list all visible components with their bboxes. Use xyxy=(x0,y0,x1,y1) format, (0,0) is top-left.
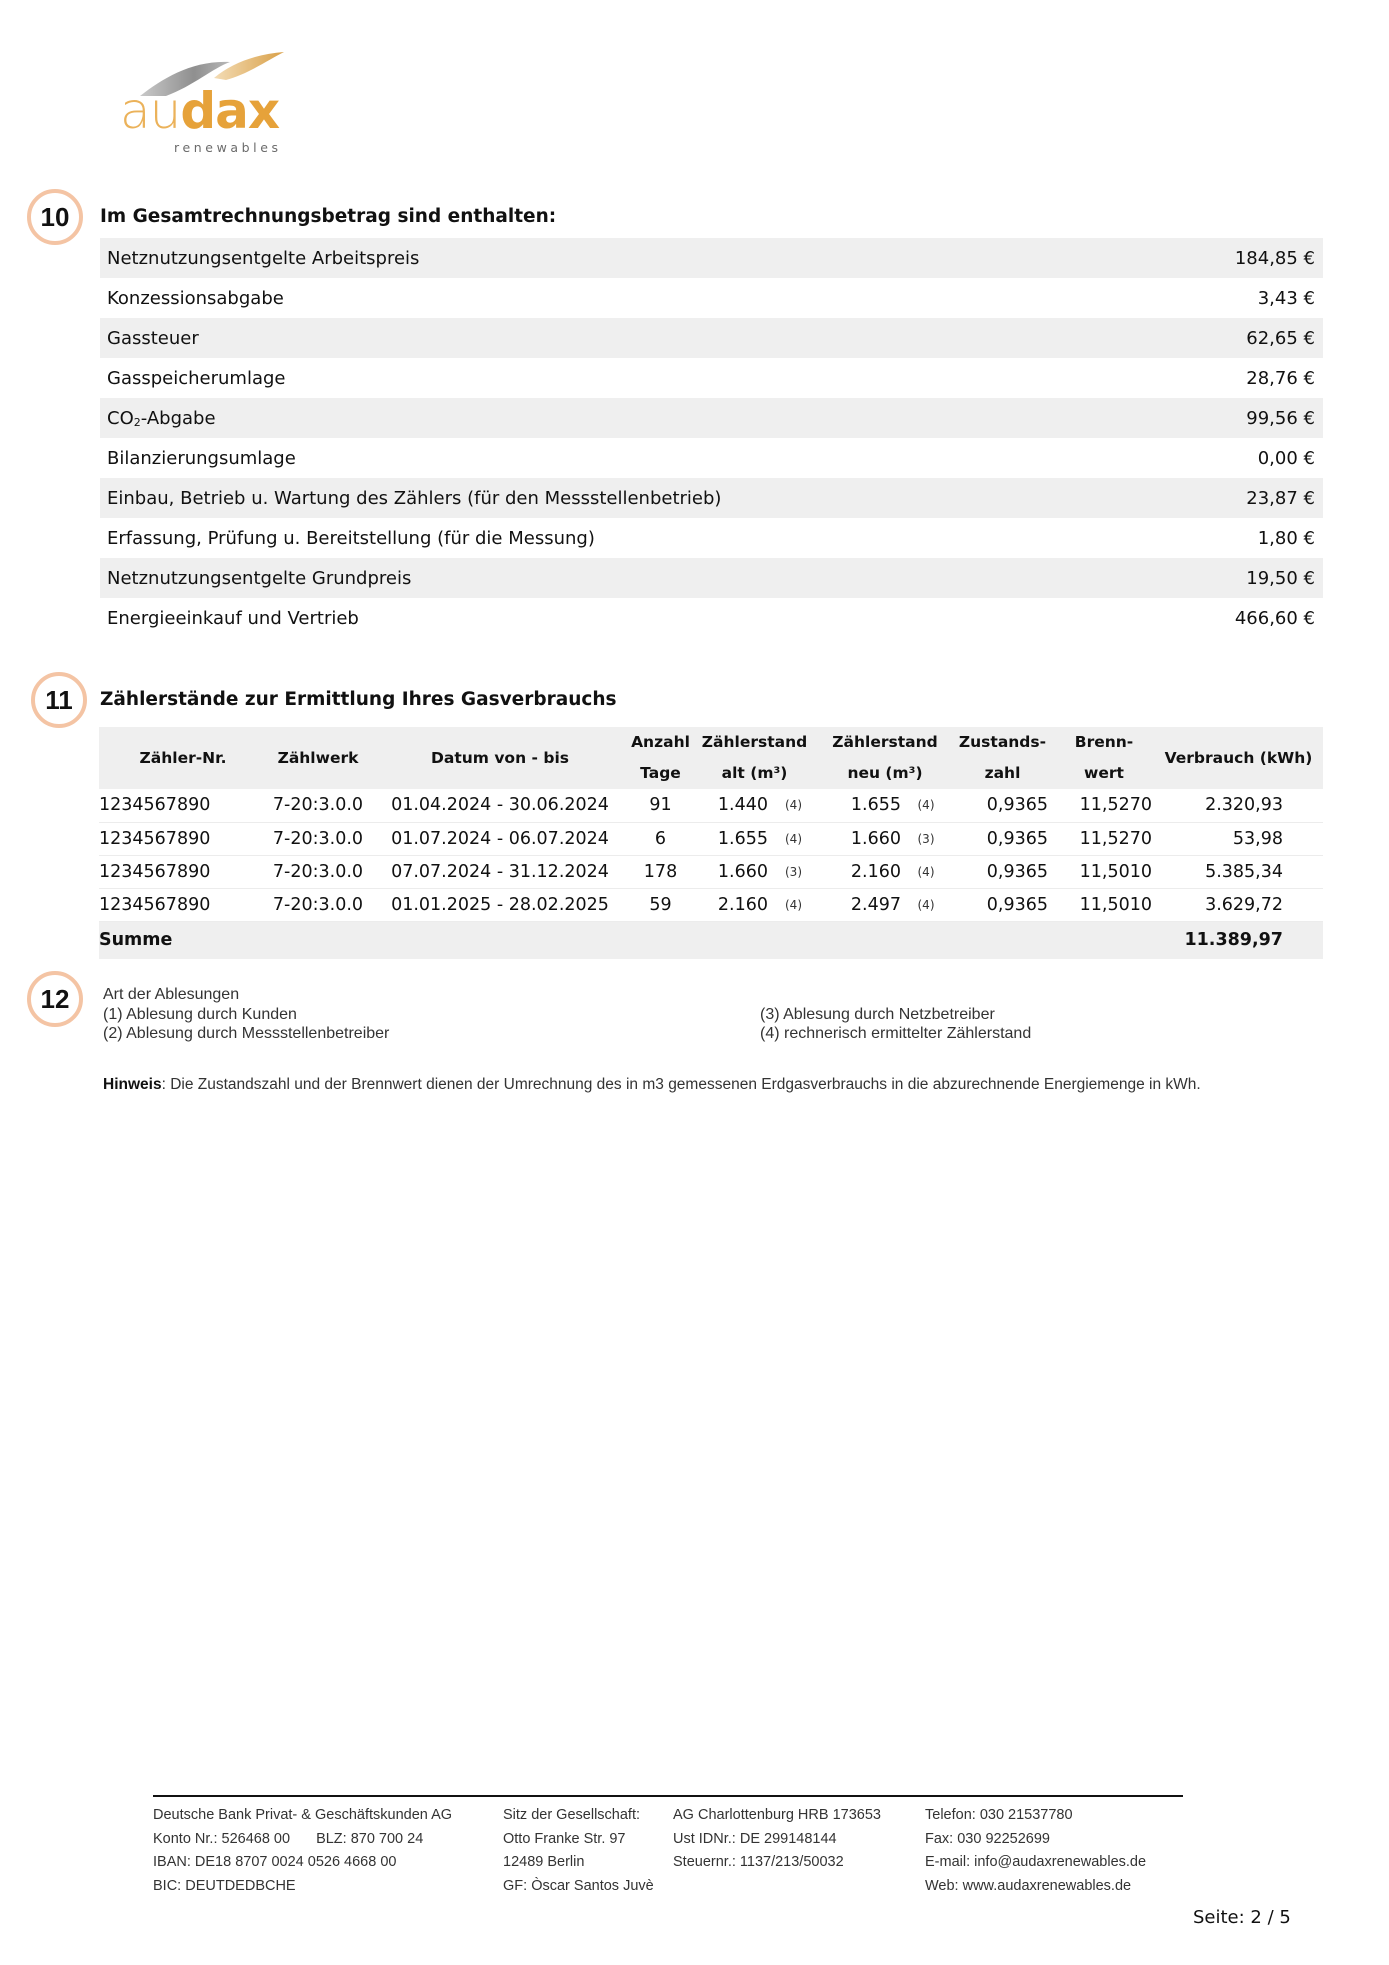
header-register: Zählwerk xyxy=(267,727,369,789)
footer-contact-info xyxy=(925,1804,1146,1898)
header-reading-old: Zählerstand alt (m³) xyxy=(690,727,819,789)
cost-label: Gassteuer xyxy=(107,327,199,349)
table-row: 1234567890 7-20:3.0.0 07.07.2024 - 31.12.2024 178 1.660 (3) 2.160 (4) 0,9365 11,5010 5.385,34 xyxy=(99,855,1323,888)
logo-tagline: renewables xyxy=(174,140,282,155)
cost-label: Gasspeicherumlage xyxy=(107,367,286,389)
table-row: 1234567890 7-20:3.0.0 01.04.2024 - 30.06.2024 91 1.440 (4) 1.655 (4) 0,9365 11,5270 2.320,93 xyxy=(99,789,1323,822)
cost-label: Konzessionsabgabe xyxy=(107,287,284,309)
header-days: Anzahl Tage xyxy=(631,727,690,789)
hint-text: : Die Zustandszahl und der Brennwert dienen der Umrechnung des in m3 gemessenen Erdgasverbrauchs in die abzurechnende Energiemenge in kWh. xyxy=(161,1076,1201,1093)
cost-label: Bilanzierungsumlage xyxy=(107,447,296,469)
cost-label: Erfassung, Prüfung u. Bereitstellung (für die Messung) xyxy=(107,527,595,549)
cost-amount: 184,85 € xyxy=(1234,247,1315,269)
footer-bank-info: Deutsche Bank Privat- & Geschäftskunden AG Konto Nr.: 526468 00 BLZ: 870 700 24 IBAN: DE18 8707 0024 0526 4668 00 BIC: DEUTDEDBCHE xyxy=(153,1807,453,1894)
header-z-number: Zustands- zahl xyxy=(951,727,1054,789)
page-number: Seite: 2 / 5 xyxy=(1193,1907,1291,1928)
cost-row xyxy=(100,518,1323,558)
reading-types-legend-left xyxy=(103,985,389,1044)
legend-item: (3) Ablesung durch Netzbetreiber xyxy=(760,1005,995,1023)
cost-row xyxy=(100,558,1323,598)
header-meter-no: Zähler-Nr. xyxy=(99,727,267,789)
sum-label: Summe xyxy=(99,921,631,959)
cost-amount: 466,60 € xyxy=(1234,607,1315,629)
cost-label: Netznutzungsentgelte Arbeitspreis xyxy=(107,247,420,269)
cost-row xyxy=(100,598,1323,638)
header-calorific-value: Brenn- wert xyxy=(1054,727,1154,789)
cost-amount: 23,87 € xyxy=(1246,487,1315,509)
section-title: Im Gesamtrechnungsbetrag sind enthalten: xyxy=(100,206,557,227)
cost-row xyxy=(100,358,1323,398)
cost-amount: 62,65 € xyxy=(1246,327,1315,349)
footer-web[interactable]: Web: www.audaxrenewables.de xyxy=(925,1877,1132,1894)
logo-wordmark: audax xyxy=(120,82,280,140)
cost-row xyxy=(100,398,1323,438)
cost-label: Einbau, Betrieb u. Wartung des Zählers (für den Messstellenbetrieb) xyxy=(107,487,722,509)
footer-email[interactable]: E-mail: info@audaxrenewables.de xyxy=(925,1854,1147,1870)
header-reading-new: Zählerstand neu (m³) xyxy=(819,727,951,789)
section-number-badge: 12 xyxy=(27,971,83,1027)
cost-label: CO2-Abgabe xyxy=(107,407,216,429)
cost-row xyxy=(100,278,1323,318)
legend-heading: Art der Ablesungen xyxy=(103,986,240,1003)
cost-row xyxy=(100,238,1323,278)
sum-row xyxy=(99,921,1323,959)
legend-item: (4) rechnerisch ermittelter Zählerstand xyxy=(760,1025,1032,1042)
cost-breakdown-table xyxy=(100,238,1323,638)
legend-item: (1) Ablesung durch Kunden xyxy=(103,1005,297,1023)
cost-row xyxy=(100,478,1323,518)
cost-amount: 99,56 € xyxy=(1246,407,1315,429)
hint-note xyxy=(103,1075,1303,1095)
footer-phone: Telefon: 030 21537780 xyxy=(925,1807,1073,1823)
footer-company-seat: Sitz der Gesellschaft: Otto Franke Str. 97 12489 Berlin GF: Òscar Santos Juvè xyxy=(503,1807,654,1894)
meter-readings-table xyxy=(99,727,1323,959)
cost-amount: 3,43 € xyxy=(1257,287,1315,309)
sum-value: 11.389,97 xyxy=(1154,921,1323,959)
table-row: 1234567890 7-20:3.0.0 01.07.2024 - 06.07.2024 6 1.655 (4) 1.660 (3) 0,9365 11,5270 53,98 xyxy=(99,822,1323,855)
cost-row xyxy=(100,438,1323,478)
company-logo xyxy=(118,48,298,158)
hint-label: Hinweis xyxy=(103,1076,162,1093)
reading-types-legend-right xyxy=(760,1005,1031,1044)
footer-fax: Fax: 030 92252699 xyxy=(925,1830,1050,1847)
header-period: Datum von - bis xyxy=(369,727,631,789)
cost-amount: 28,76 € xyxy=(1246,367,1315,389)
cost-amount: 1,80 € xyxy=(1257,527,1315,549)
section-title: Zählerstände zur Ermittlung Ihres Gasverbrauchs xyxy=(100,689,617,710)
section-number-badge: 10 xyxy=(27,189,83,245)
footer-divider xyxy=(153,1795,1183,1797)
cost-label: Netznutzungsentgelte Grundpreis xyxy=(107,567,412,589)
header-consumption: Verbrauch (kWh) xyxy=(1154,727,1323,789)
cost-label: Energieeinkauf und Vertrieb xyxy=(107,607,359,629)
cost-row xyxy=(100,318,1323,358)
legend-item: (2) Ablesung durch Messstellenbetreiber xyxy=(103,1025,390,1042)
table-header-row xyxy=(99,727,1323,789)
cost-amount: 0,00 € xyxy=(1257,447,1315,469)
section-number-badge: 11 xyxy=(31,672,87,728)
footer-register-info: AG Charlottenburg HRB 173653 Ust IDNr.: DE 299148144 Steuernr.: 1137/213/50032 xyxy=(673,1807,881,1870)
table-row: 1234567890 7-20:3.0.0 01.01.2025 - 28.02.2025 59 2.160 (4) 2.497 (4) 0,9365 11,5010 3.629,72 xyxy=(99,888,1323,921)
cost-amount: 19,50 € xyxy=(1246,567,1315,589)
